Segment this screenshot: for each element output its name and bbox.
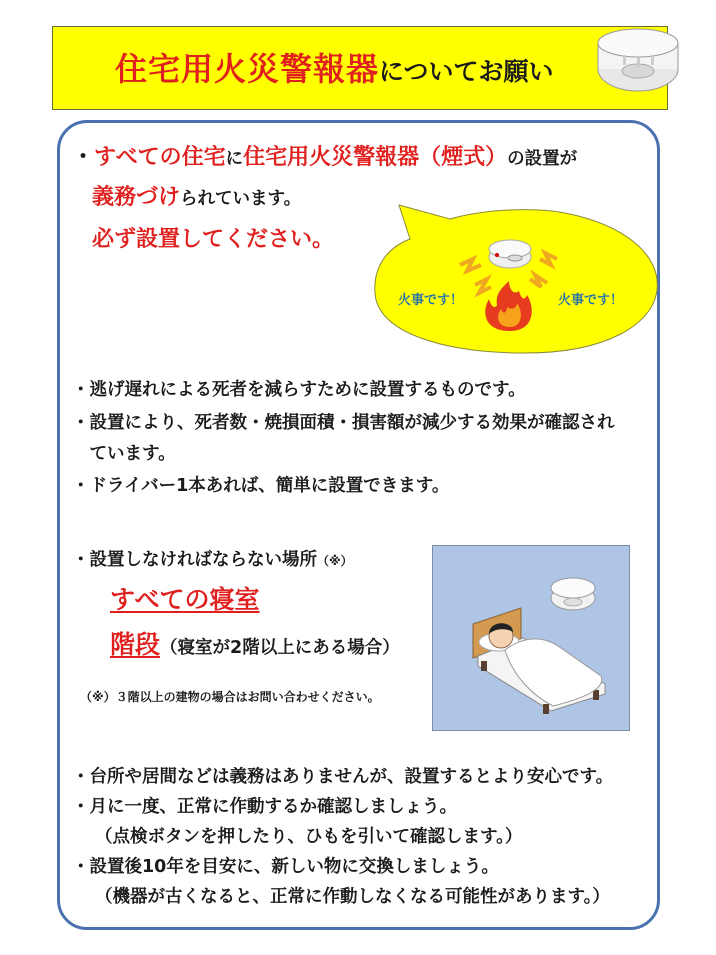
page-title xyxy=(115,49,554,95)
footnote: （※）３階以上の建物の場合はお問い合わせください。 xyxy=(80,690,380,704)
place-stairs: 階段 xyxy=(110,630,161,659)
bullet: ・ xyxy=(72,145,95,170)
sleeping-person-icon xyxy=(433,546,631,732)
info-item: ・設置後10年を目安に、新しい物に交換しましょう。 xyxy=(72,857,499,877)
speech-bubble xyxy=(365,195,665,355)
info-item: ・台所や居間などは義務はありませんが、設置するとより安心です。 xyxy=(72,767,614,787)
place-all-bedrooms: すべての寝室 xyxy=(110,585,260,614)
info-item-note: （機器が古くなると、正常に作動しなくなる可能性があります。） xyxy=(95,887,610,907)
speech-bubble-shape xyxy=(365,195,665,355)
info-item-note: （点検ボタンを押したり、ひもを引いて確認します。） xyxy=(95,827,523,847)
info-item: ・月に一度、正常に作動するか確認しましょう。 xyxy=(72,797,457,817)
detector-type-text: 住宅用火災警報器（煙式） xyxy=(243,145,508,170)
info-item: ・ドライバー1本あれば、簡単に設置できます。 xyxy=(72,476,450,496)
smoke-detector-icon xyxy=(593,19,683,97)
obligated-text: 義務づけ xyxy=(92,185,181,210)
title-red-part: 住宅用火災警報器 xyxy=(115,50,380,88)
mandatory-statement-line1 xyxy=(72,140,577,171)
fire-alert-right-text: 火事です！ xyxy=(558,293,624,308)
bedroom-illustration xyxy=(432,545,630,731)
info-item: ・設置により、死者数・焼損面積・損害額が減少する効果が確認され xyxy=(72,413,615,433)
info-item: ています。 xyxy=(72,444,176,464)
particle-text: に xyxy=(225,149,244,169)
required-places-heading xyxy=(72,546,353,571)
obligated-suffix-text: られています。 xyxy=(180,189,302,209)
installation-text: の設置が xyxy=(507,149,578,169)
fire-alert-left-text: 火事です！ xyxy=(398,293,464,308)
info-item: ・逃げ遅れによる死者を減らすために設置するものです。 xyxy=(72,380,526,400)
stairs-condition: （寝室が2階以上にある場合） xyxy=(160,638,400,658)
place-stairs-line xyxy=(110,625,400,661)
must-install-text: 必ず設置してください。 xyxy=(92,227,335,252)
heading-note: （※） xyxy=(317,554,353,568)
heading-text: ・設置しなければならない場所 xyxy=(72,550,317,570)
all-homes-text: すべての住宅 xyxy=(94,145,226,170)
title-black-part: についてお願い xyxy=(379,57,554,86)
mandatory-statement-line2 xyxy=(92,180,301,211)
title-banner xyxy=(52,26,668,110)
